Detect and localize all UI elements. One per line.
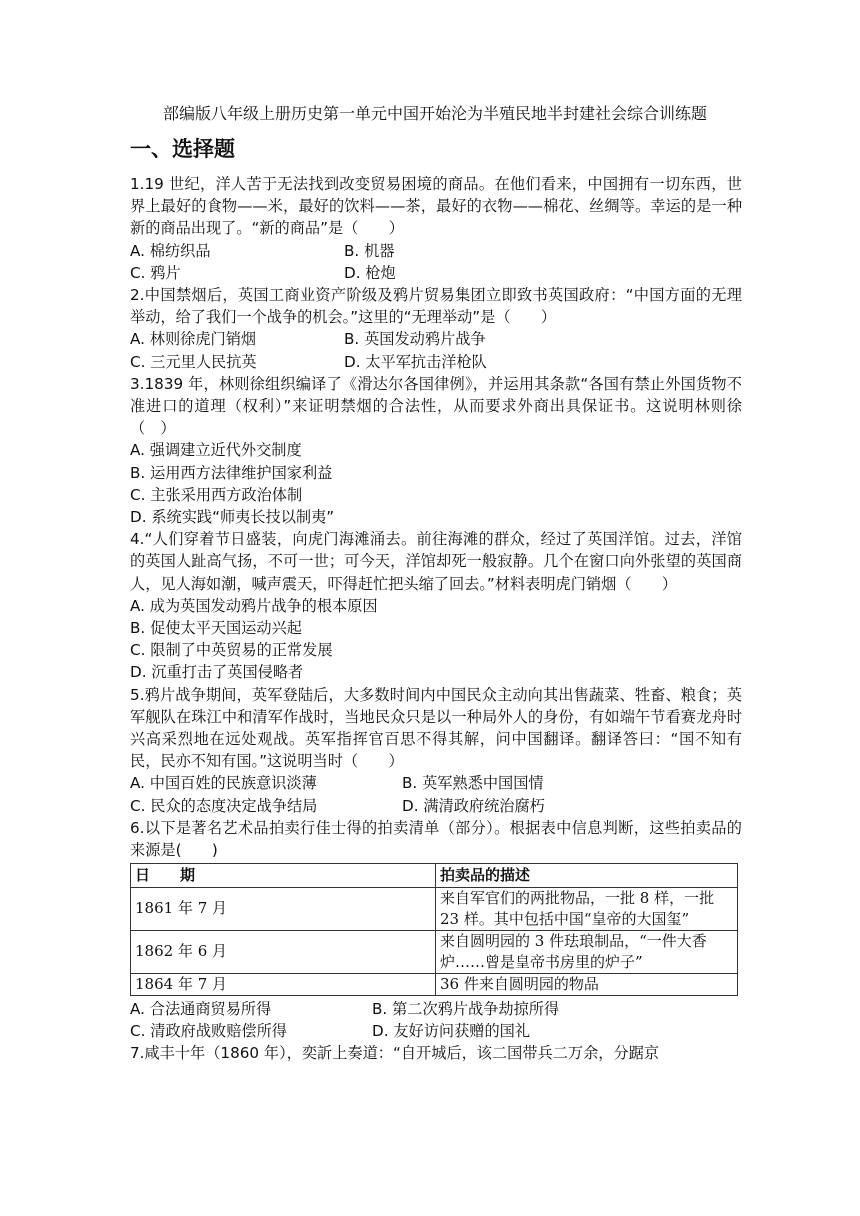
option-a[interactable]: A. 林则徐虎门销烟: [130, 330, 257, 349]
table-cell-date: 1861 年 7 月: [131, 887, 436, 930]
question-stem: 4.“人们穿着节日盛装，向虎门海滩涌去。前往海滩的群众，经过了英国洋馆。过去，洋馆的英国人趾高气扬，不可一世；可今天，洋馆却死一般寂静。几个在窗口向外张望的英国商人，见人海如潮，喊声震天，吓得赶忙把头缩了回去。”材料表明虎门销烟（ ）: [130, 530, 742, 593]
option-d[interactable]: D. 友好访问获赠的国礼: [372, 1021, 531, 1040]
table-header-date: 日 期: [131, 864, 436, 887]
table-header-description: 拍卖品的描述: [436, 864, 738, 887]
question-stem: 5.鸦片战争期间，英军登陆后，大多数时间内中国民众主动向其出售蔬菜、牲畜、粮食；英军舰队在珠江中和清军作战时，当地民众只是以一种局外人的身份，有如端午节看赛龙舟时兴高采烈地在远处观战。英军指挥官百思不得其解，问中国翻译。翻译答曰：“国不知有民，民亦不知有国。”这说明当时（ ）: [130, 685, 742, 771]
option-row: [130, 351, 742, 373]
option-b[interactable]: B. 机器: [344, 241, 395, 260]
question-stem: 7.咸丰十年（1860 年），奕訢上奏道：“自开城后，该二国带兵二万余，分踞京: [130, 1043, 660, 1062]
option-c[interactable]: C. 清政府战败赔偿所得: [130, 1021, 287, 1040]
question-3: [130, 373, 742, 528]
question-2: [130, 284, 742, 373]
option-a[interactable]: A. 中国百姓的民族意识淡薄: [130, 774, 317, 793]
option-d[interactable]: D. 满清政府统治腐朽: [402, 796, 545, 815]
option-b[interactable]: B. 英国发动鸦片战争: [344, 330, 486, 349]
option-d[interactable]: D. 枪炮: [344, 263, 396, 282]
option-a[interactable]: A. 棉纺织品: [130, 241, 211, 260]
question-6: [130, 817, 742, 1042]
option-row: [130, 772, 742, 794]
table-header-row: [131, 864, 738, 887]
question-stem: 1.19 世纪，洋人苦于无法找到改变贸易困境的商品。在他们看来，中国拥有一切东西，世界上最好的食物——米，最好的饮料——茶，最好的衣物——棉花、丝绸等。幸运的是一种新的商品出现了。“新的商品”是（ ）: [130, 175, 742, 238]
question-5: [130, 684, 742, 817]
option-d[interactable]: D. 沉重打击了英国侵略者: [130, 663, 304, 682]
option-d[interactable]: D. 系统实践“师夷长技以制夷”: [130, 508, 335, 527]
option-c[interactable]: C. 鸦片: [130, 263, 181, 282]
option-c[interactable]: C. 民众的态度决定战争结局: [130, 796, 318, 815]
table-cell-date: 1864 年 7 月: [131, 973, 436, 995]
option-c[interactable]: C. 主张采用西方政治体制: [130, 485, 303, 504]
option-b[interactable]: B. 运用西方法律维护国家利益: [130, 463, 333, 482]
table-row: [131, 930, 738, 973]
option-b[interactable]: B. 英军熟悉中国国情: [402, 774, 544, 793]
option-c[interactable]: C. 三元里人民抗英: [130, 352, 257, 371]
auction-table: [130, 863, 738, 995]
option-row: [130, 1020, 742, 1042]
section-heading: 一、选择题: [130, 137, 235, 161]
question-stem: 2.中国禁烟后，英国工商业资产阶级及鸦片贸易集团立即致书英国政府：“中国方面的无理举动，给了我们一个战争的机会。”这里的“无理举动”是（ ）: [130, 286, 742, 327]
table-row: [131, 887, 738, 930]
table-cell-description: 来自军官们的两批物品，一批 8 样，一批 23 样。其中包括中国“皇帝的大国玺”: [436, 887, 738, 930]
document-title: 部编版八年级上册历史第一单元中国开始沦为半殖民地半封建社会综合训练题: [162, 104, 707, 123]
option-row: [130, 240, 742, 262]
option-row: [130, 795, 742, 817]
question-7: [130, 1042, 742, 1064]
question-stem: 3.1839 年，林则徐组织编译了《滑达尔各国律例》，并运用其条款“各国有禁止外国货物不准进口的道理（权利）”来证明禁烟的合法性，从而要求外商出具保证书。这说明林则徐（ ）: [130, 374, 742, 438]
option-c[interactable]: C. 限制了中英贸易的正常发展: [130, 641, 333, 660]
option-b[interactable]: B. 促使太平天国运动兴起: [130, 619, 302, 638]
table-cell-description: 来自圆明园的 3 件珐琅制品，“一件大香炉……曾是皇帝书房里的炉子”: [436, 930, 738, 973]
question-4: [130, 528, 742, 683]
option-b[interactable]: B. 第二次鸦片战争劫掠所得: [372, 999, 560, 1018]
table-row: [131, 973, 738, 995]
option-row: [130, 262, 742, 284]
option-row: [130, 328, 742, 350]
question-1: [130, 173, 742, 284]
table-cell-date: 1862 年 6 月: [131, 930, 436, 973]
option-a[interactable]: A. 合法通商贸易所得: [130, 999, 272, 1018]
option-a[interactable]: A. 强调建立近代外交制度: [130, 441, 302, 460]
question-stem: 6.以下是著名艺术品拍卖行佳士得的拍卖清单（部分）。根据表中信息判断，这些拍卖品的来源是( ): [130, 818, 742, 860]
table-cell-description: 36 件来自圆明园的物品: [436, 973, 738, 995]
option-d[interactable]: D. 太平军抗击洋枪队: [344, 352, 487, 371]
question-list: [130, 173, 742, 1064]
option-row: [130, 998, 742, 1020]
option-a[interactable]: A. 成为英国发动鸦片战争的根本原因: [130, 596, 378, 615]
